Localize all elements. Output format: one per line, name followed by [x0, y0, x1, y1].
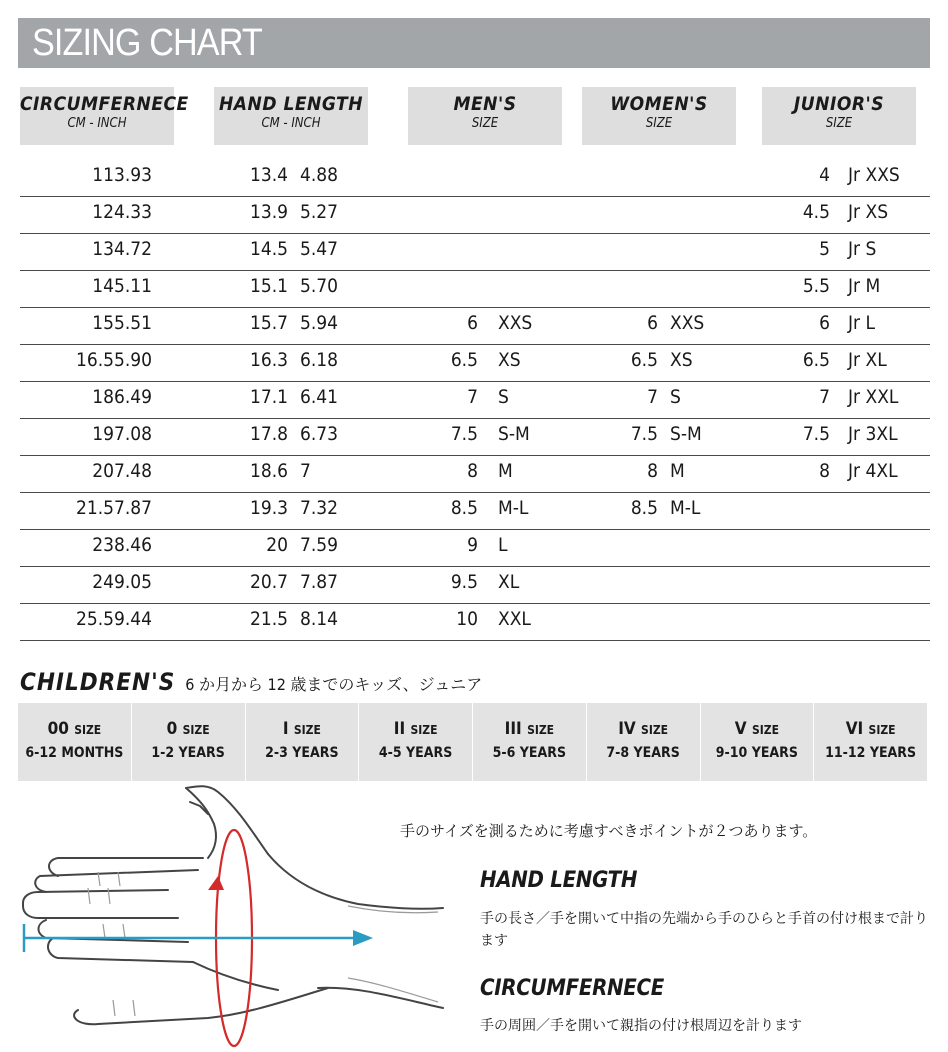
cell-len-cm: 20	[266, 534, 288, 556]
circumference-desc: 手の周囲／手を開いて親指の付け根周辺を計ります	[480, 1018, 802, 1034]
cell-women-sz: S	[670, 386, 681, 408]
cell-len-cm: 13.4	[249, 164, 288, 186]
cell-circ-in: 8.46	[114, 534, 153, 556]
cell-circ-cm: 23	[92, 534, 114, 556]
header-mens	[408, 87, 562, 145]
child-size-age: 4-5 YEARS	[378, 745, 453, 761]
cell-len-cm: 13.9	[249, 201, 288, 223]
header-unit: SIZE	[825, 116, 853, 131]
cell-women-sz: S-M	[670, 423, 702, 445]
child-size-word: SIZE	[641, 723, 669, 737]
cell-len-in: 5.94	[300, 312, 339, 334]
cell-len-in: 7.59	[300, 534, 339, 556]
cell-circ-cm: 20	[92, 460, 114, 482]
cell-women-sz: XXS	[670, 312, 705, 334]
cell-men-sz: L	[498, 534, 508, 556]
cell-len-in: 8.14	[300, 608, 339, 630]
cell-circ-cm: 21.5	[75, 497, 114, 519]
cell-jr-sz: Jr XL	[848, 349, 887, 371]
cell-len-in: 5.70	[300, 275, 339, 297]
cell-circ-cm: 16.5	[75, 349, 114, 371]
cell-circ-cm: 24	[92, 571, 114, 593]
cell-circ-in: 6.49	[114, 386, 153, 408]
cell-len-cm: 16.3	[249, 349, 288, 371]
child-size-word: SIZE	[868, 723, 896, 737]
cell-circ-in: 7.08	[114, 423, 153, 445]
cell-jr-sz: Jr S	[848, 238, 877, 260]
cell-jr-sz: Jr 3XL	[848, 423, 898, 445]
table-row	[20, 419, 930, 456]
cell-men-sz: XL	[498, 571, 520, 593]
cell-len-cm: 15.1	[249, 275, 288, 297]
child-size-word: SIZE	[293, 723, 321, 737]
cell-len-cm: 20.7	[249, 571, 288, 593]
cell-men-sz: XS	[498, 349, 521, 371]
cell-women-num: 7.5	[630, 423, 658, 445]
cell-women-num: 7	[647, 386, 658, 408]
child-size-word: SIZE	[410, 723, 438, 737]
child-size-code: I	[282, 719, 289, 739]
child-size-code: III	[504, 719, 522, 739]
cell-men-num: 8.5	[450, 497, 478, 519]
header-womens	[582, 87, 736, 145]
cell-len-in: 6.18	[300, 349, 339, 371]
cell-men-num: 7	[467, 386, 478, 408]
cell-men-num: 7.5	[450, 423, 478, 445]
cell-men-sz: S-M	[498, 423, 530, 445]
measure-note: 手のサイズを測るために考慮すべきポイントが２つあります。	[400, 822, 818, 840]
cell-circ-cm: 19	[92, 423, 114, 445]
header-unit: SIZE	[471, 116, 499, 131]
cell-men-num: 9	[467, 534, 478, 556]
child-size-cell	[473, 703, 587, 781]
cell-women-num: 6.5	[630, 349, 658, 371]
cell-len-cm: 14.5	[249, 238, 288, 260]
cell-circ-cm: 14	[92, 275, 114, 297]
table-row	[20, 308, 930, 345]
child-size-code: II	[393, 719, 406, 739]
cell-jr-num: 6.5	[802, 349, 830, 371]
child-size-age: 9-10 YEARS	[715, 745, 798, 761]
child-size-code: IV	[618, 719, 636, 739]
cell-circ-cm: 12	[92, 201, 114, 223]
child-size-age: 5-6 YEARS	[492, 745, 567, 761]
header-label: JUNIOR'S	[793, 93, 885, 115]
cell-len-cm: 19.3	[249, 497, 288, 519]
table-row	[20, 197, 930, 234]
table-row	[20, 530, 930, 567]
children-heading	[20, 668, 482, 696]
table-row	[20, 567, 930, 604]
child-size-age: 6-12 MONTHS	[25, 745, 124, 761]
cell-jr-sz: Jr XS	[848, 201, 889, 223]
child-size-code: 0	[166, 719, 178, 739]
cell-jr-num: 8	[819, 460, 830, 482]
cell-men-num: 10	[456, 608, 478, 630]
cell-len-in: 7.32	[300, 497, 339, 519]
cell-len-in: 7.87	[300, 571, 339, 593]
child-size-word: SIZE	[182, 723, 210, 737]
circumference-title: CIRCUMFERNECE	[480, 976, 664, 1001]
cell-women-sz: XS	[670, 349, 693, 371]
cell-men-sz: M-L	[498, 497, 529, 519]
cell-men-num: 8	[467, 460, 478, 482]
cell-men-num: 6	[467, 312, 478, 334]
cell-len-cm: 15.7	[249, 312, 288, 334]
children-title: CHILDREN'S	[20, 668, 176, 696]
cell-circ-in: 7.87	[114, 497, 153, 519]
child-size-cell	[18, 703, 132, 781]
cell-jr-num: 7	[819, 386, 830, 408]
child-size-word: SIZE	[527, 723, 555, 737]
table-row	[20, 456, 930, 493]
cell-jr-sz: Jr 4XL	[848, 460, 898, 482]
cell-circ-cm: 15	[92, 312, 114, 334]
child-size-age: 2-3 YEARS	[265, 745, 339, 761]
cell-circ-in: 9.44	[114, 608, 153, 630]
child-size-age: 1-2 YEARS	[151, 745, 225, 761]
table-row	[20, 160, 930, 197]
cell-jr-num: 4	[819, 164, 830, 186]
cell-len-cm: 18.6	[249, 460, 288, 482]
cell-circ-cm: 25.5	[75, 608, 114, 630]
cell-jr-num: 5.5	[802, 275, 830, 297]
cell-jr-sz: Jr M	[848, 275, 881, 297]
table-row	[20, 234, 930, 271]
hand-length-desc: 手の長さ／手を開いて中指の先端から手のひらと手首の付け根まで計ります	[480, 911, 928, 949]
cell-len-cm: 17.8	[249, 423, 288, 445]
cell-circ-in: 5.11	[114, 275, 153, 297]
cell-len-in: 4.88	[300, 164, 339, 186]
page-title: SIZING CHART	[32, 22, 262, 64]
child-size-cell	[359, 703, 473, 781]
sizing-table	[20, 160, 930, 641]
cell-len-in: 7	[300, 460, 311, 482]
cell-len-in: 6.73	[300, 423, 339, 445]
header-label: HAND LENGTH	[218, 93, 364, 115]
cell-men-num: 9.5	[450, 571, 478, 593]
cell-circ-in: 4.72	[114, 238, 153, 260]
cell-jr-sz: Jr L	[848, 312, 876, 334]
hand-length-title: HAND LENGTH	[480, 868, 638, 893]
cell-len-cm: 17.1	[249, 386, 288, 408]
cell-circ-in: 9.05	[114, 571, 153, 593]
child-size-age: 11-12 YEARS	[825, 745, 917, 761]
cell-men-sz: XXL	[498, 608, 531, 630]
cell-men-num: 6.5	[450, 349, 478, 371]
table-row	[20, 345, 930, 382]
cell-circ-in: 3.93	[114, 164, 153, 186]
cell-len-in: 5.27	[300, 201, 339, 223]
hand-illustration	[18, 778, 458, 1050]
child-size-age: 7-8 YEARS	[606, 745, 680, 761]
header-hand-length	[214, 87, 368, 145]
child-size-cell	[701, 703, 815, 781]
table-row	[20, 604, 930, 641]
table-row	[20, 271, 930, 308]
header-unit: CM - INCH	[67, 116, 127, 131]
cell-jr-num: 6	[819, 312, 830, 334]
header-label: WOMEN'S	[610, 93, 708, 115]
cell-women-sz: M-L	[670, 497, 701, 519]
header-circumference	[20, 87, 189, 145]
cell-len-in: 6.41	[300, 386, 339, 408]
cell-circ-in: 4.33	[114, 201, 153, 223]
cell-len-cm: 21.5	[249, 608, 288, 630]
header-unit: SIZE	[645, 116, 673, 131]
cell-len-in: 5.47	[300, 238, 339, 260]
cell-women-num: 8	[647, 460, 658, 482]
table-row	[20, 382, 930, 419]
cell-jr-sz: Jr XXS	[848, 164, 900, 186]
cell-circ-cm: 13	[92, 238, 114, 260]
header-unit: CM - INCH	[261, 116, 321, 131]
cell-women-sz: M	[670, 460, 685, 482]
child-size-word: SIZE	[751, 723, 779, 737]
cell-circ-in: 5.90	[114, 349, 153, 371]
cell-men-sz: S	[498, 386, 509, 408]
child-size-code: V	[734, 719, 747, 739]
child-size-cell	[814, 703, 928, 781]
cell-women-num: 8.5	[630, 497, 658, 519]
children-size-strip	[18, 703, 928, 781]
cell-men-sz: M	[498, 460, 513, 482]
child-size-word: SIZE	[74, 723, 102, 737]
title-bar	[18, 18, 930, 68]
cell-circ-in: 5.51	[114, 312, 153, 334]
cell-jr-sz: Jr XXL	[848, 386, 899, 408]
child-size-cell	[246, 703, 360, 781]
cell-women-num: 6	[647, 312, 658, 334]
header-label: CIRCUMFERNECE	[20, 93, 189, 115]
header-label: MEN'S	[453, 93, 517, 115]
cell-jr-num: 7.5	[802, 423, 830, 445]
child-size-cell	[587, 703, 701, 781]
child-size-code: VI	[845, 719, 864, 739]
children-subtitle: 6 か月から 12 歳までのキッズ、ジュニア	[185, 675, 483, 694]
cell-jr-num: 5	[819, 238, 830, 260]
cell-men-sz: XXS	[498, 312, 533, 334]
child-size-code: 00	[47, 719, 69, 739]
table-row	[20, 493, 930, 530]
header-juniors	[762, 87, 916, 145]
child-size-cell	[132, 703, 246, 781]
cell-jr-num: 4.5	[802, 201, 830, 223]
cell-circ-cm: 18	[92, 386, 114, 408]
cell-circ-in: 7.48	[114, 460, 153, 482]
cell-circ-cm: 11	[92, 164, 114, 186]
